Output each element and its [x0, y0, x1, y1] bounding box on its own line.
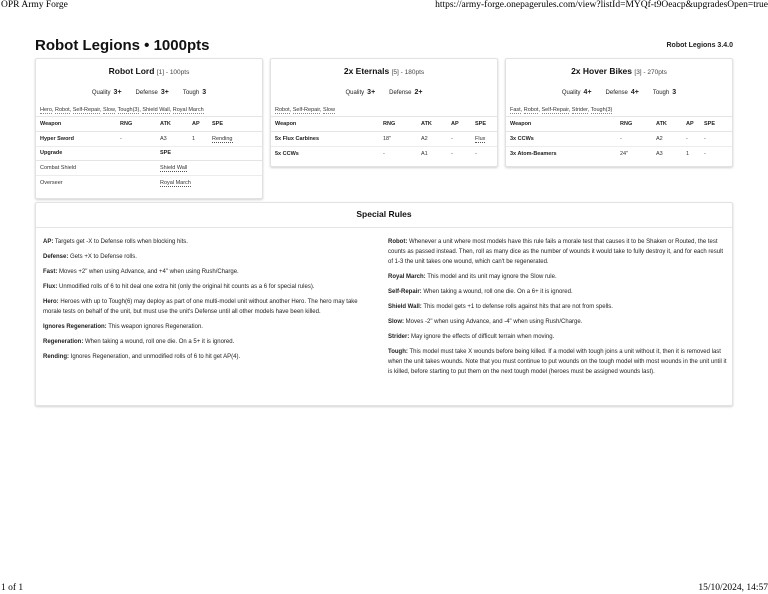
stat-tough: Tough 3 — [182, 89, 207, 96]
rule-self-repair[interactable]: Self-Repair — [292, 107, 320, 113]
col-atk: ATK — [652, 117, 682, 131]
table-row — [36, 175, 262, 190]
unit-stats — [36, 89, 262, 96]
unit-rules: Fast, Robot, Self-Repair, Strider, Tough(3) — [506, 105, 732, 117]
special-rule-strider: Strider: May ignore the effects of difficult terrain when moving. — [388, 334, 555, 340]
table-row — [36, 160, 262, 175]
rule-tough[interactable]: Tough(3) — [590, 107, 613, 113]
weapon-name: 3x Atom-Beamers — [510, 150, 557, 157]
weapon-table — [36, 117, 262, 190]
weapon-rng: - — [116, 131, 156, 146]
weapon-spe: - — [700, 131, 732, 146]
unit-name: 2x Eternals — [343, 66, 390, 76]
unit-card-robot-lord — [35, 58, 263, 199]
col-ap: AP — [682, 117, 700, 131]
special-rules-divider — [36, 227, 732, 228]
special-rule-self-repair: Self-Repair: When taking a wound, roll one die. On a 6+ it is ignored. — [388, 289, 573, 295]
unit-title — [36, 66, 262, 76]
stat-quality: Quality 4+ — [561, 89, 592, 96]
col-upgrade-spe: SPE — [156, 146, 262, 160]
weapon-name: 5x CCWs — [275, 150, 299, 157]
special-rule-ignores-regeneration: Ignores Regeneration: This weapon ignores Regeneration. — [43, 324, 203, 330]
col-rng: RNG — [116, 117, 156, 131]
rule-link-shield-wall[interactable]: Shield Wall — [160, 164, 188, 171]
print-footer-datetime: 15/10/2024, 14:57 — [698, 583, 768, 593]
rule-self-repair[interactable]: Self-Repair — [72, 107, 100, 113]
rule-link-royal-march[interactable]: Royal March — [160, 179, 191, 186]
special-rules-title: Special Rules — [356, 209, 412, 219]
list-title: Robot Legions • 1000pts — [35, 37, 210, 54]
col-weapon: Weapon — [506, 117, 616, 131]
upgrade-name: Overseer — [40, 179, 63, 186]
weapon-rng: 24" — [620, 150, 629, 157]
stat-defense: Defense 3+ — [135, 89, 169, 96]
print-footer-page: 1 of 1 — [1, 583, 24, 593]
table-row — [36, 131, 262, 146]
weapon-atk: A2 — [417, 131, 447, 146]
weapon-table-header — [36, 117, 262, 131]
table-row — [506, 146, 732, 161]
col-atk: ATK — [417, 117, 447, 131]
stat-tough: Tough 3 — [652, 89, 677, 96]
col-ap: AP — [188, 117, 208, 131]
rule-slow[interactable]: Slow — [103, 107, 115, 113]
unit-card-hover-bikes — [505, 58, 733, 167]
special-rule-fast: Fast: Moves +2" when using Advance, and +4" when using Rush/Charge. — [43, 269, 239, 275]
weapon-table — [271, 117, 497, 161]
col-spe: SPE — [471, 117, 497, 131]
weapon-table-header — [271, 117, 497, 131]
upgrade-name: Combat Shield — [36, 160, 156, 175]
col-ap: AP — [447, 117, 471, 131]
col-spe: SPE — [208, 117, 262, 131]
col-rng: RNG — [616, 117, 652, 131]
special-rule-hero: Hero: Heroes with up to Tough(6) may deploy as part of one multi-model unit without another Hero. The hero may take morale tests on behalf of the unit, but must use the unit's Defense until all other models have been killed. — [43, 299, 358, 315]
special-rule-flux: Flux: Unmodified rolls of 6 to hit deal one extra hit (only the original hit counts as a 6 for special rules). — [43, 284, 315, 290]
weapon-atk: A1 — [421, 150, 428, 157]
print-header — [0, 0, 768, 12]
unit-meta: [5] - 180pts — [391, 69, 425, 76]
weapon-spe — [208, 131, 262, 146]
col-atk: ATK — [156, 117, 188, 131]
rule-slow[interactable]: Slow — [323, 107, 335, 113]
rule-strider[interactable]: Strider — [571, 107, 588, 113]
upgrade-table-header — [36, 146, 262, 160]
rule-robot[interactable]: Robot — [275, 107, 290, 113]
rule-robot[interactable]: Robot — [54, 107, 70, 113]
stat-defense: Defense 2+ — [389, 89, 423, 96]
special-rule-ap: AP: Targets get -X to Defense rolls when blocking hits. — [43, 239, 188, 245]
unit-card-eternals — [270, 58, 498, 167]
rule-royal-march[interactable]: Royal March — [172, 107, 204, 113]
weapon-spe: - — [704, 150, 706, 157]
rule-link-rending[interactable]: Rending — [212, 135, 233, 142]
col-weapon: Weapon — [36, 117, 116, 131]
weapon-name: Hyper Sword — [36, 131, 116, 146]
print-header-title: OPR Army Forge — [1, 0, 68, 10]
table-row — [271, 146, 497, 161]
special-rules-left-column — [43, 237, 376, 367]
print-header-url[interactable]: https://army-forge.onepagerules.com/view?listId=MYQf-t9Oeacp&upgradesOpen=true — [435, 0, 768, 10]
table-row — [506, 131, 732, 146]
weapon-table-header — [506, 117, 732, 131]
special-rule-defense: Defense: Gets +X to Defense rolls. — [43, 254, 137, 260]
unit-stats — [271, 89, 497, 96]
rule-shield-wall[interactable]: Shield Wall — [142, 107, 170, 113]
special-rule-slow: Slow: Moves -2" when using Advance, and -4" when using Rush/Charge. — [388, 319, 583, 325]
weapon-rng: - — [383, 150, 385, 157]
unit-stats — [506, 89, 732, 96]
unit-meta: [1] - 100pts — [156, 69, 190, 76]
special-rule-robot: Robot: Whenever a unit where most models have this rule fails a morale test that causes it to be Shaken or Routed, the test counts as passed instead. Then, roll as many dice as the number of wounds it would take to fully destroy it, and for each result of 1-3 the unit takes one wound, which can't be regenerated. — [388, 239, 724, 265]
weapon-rng: - — [616, 131, 652, 146]
special-rule-rending: Rending: Ignores Regeneration, and unmodified rolls of 6 to hit get AP(4). — [43, 354, 241, 360]
weapon-atk: A3 — [656, 150, 663, 157]
col-weapon: Weapon — [271, 117, 379, 131]
table-row — [271, 131, 497, 146]
weapon-ap: 1 — [188, 131, 208, 146]
weapon-rng: 18" — [379, 131, 417, 146]
special-rules-right-column — [388, 237, 728, 382]
stat-defense: Defense 4+ — [605, 89, 639, 96]
weapon-name: 3x CCWs — [506, 131, 616, 146]
weapon-ap: 1 — [686, 150, 690, 157]
list-version: Robot Legions 3.4.0 — [666, 42, 733, 49]
rule-self-repair[interactable]: Self-Repair — [541, 107, 569, 113]
unit-title — [506, 66, 732, 76]
rule-robot[interactable]: Robot — [523, 107, 539, 113]
unit-name: Robot Lord — [108, 66, 155, 76]
weapon-name: 5x Flux Carbines — [271, 131, 379, 146]
rule-hero[interactable]: Hero — [40, 107, 52, 113]
weapon-atk: A3 — [156, 131, 188, 146]
weapon-ap: - — [447, 131, 471, 146]
unit-title — [271, 66, 497, 76]
stat-quality: Quality 3+ — [91, 89, 122, 96]
upgrade-spe — [156, 175, 262, 190]
stat-quality: Quality 3+ — [345, 89, 376, 96]
unit-name: 2x Hover Bikes — [571, 66, 633, 76]
weapon-spe — [471, 131, 497, 146]
unit-rules: Hero, Robot, Self-Repair, Slow, Tough(3), Shield Wall, Royal March — [36, 105, 262, 117]
special-rule-shield-wall: Shield Wall: This model gets +1 to defense rolls against hits that are not from spells. — [388, 304, 613, 310]
unit-rules: Robot, Self-Repair, Slow — [271, 105, 497, 117]
weapon-ap: - — [451, 150, 453, 157]
upgrade-spe — [156, 160, 262, 175]
special-rule-royal-march: Royal March: This model and its unit may ignore the Slow rule. — [388, 274, 557, 280]
col-spe: SPE — [700, 117, 732, 131]
col-rng: RNG — [379, 117, 417, 131]
rule-link-flux[interactable]: Flux — [475, 135, 486, 142]
special-rule-regeneration: Regeneration: When taking a wound, roll one die. On a 5+ it is ignored. — [43, 339, 235, 345]
special-rule-tough: Tough: This model must take X wounds before being killed. If a model with tough joins a unit without it, then it is removed last when the unit takes wounds. Note that you must continue to put wounds on the tough model with most wounds in the unit until it is killed, before starting to put them on the next tough model (heroes must be assigned wounds last). — [388, 349, 727, 375]
weapon-atk: A2 — [652, 131, 682, 146]
rule-fast[interactable]: Fast — [510, 107, 521, 113]
unit-meta: [3] - 270pts — [634, 69, 667, 76]
col-upgrade: Upgrade — [36, 146, 156, 160]
weapon-ap: - — [682, 131, 700, 146]
weapon-table — [506, 117, 732, 161]
weapon-spe: - — [475, 150, 477, 157]
rule-tough[interactable]: Tough(3) — [117, 107, 140, 113]
print-footer — [0, 582, 768, 594]
special-rules-card — [35, 202, 733, 406]
